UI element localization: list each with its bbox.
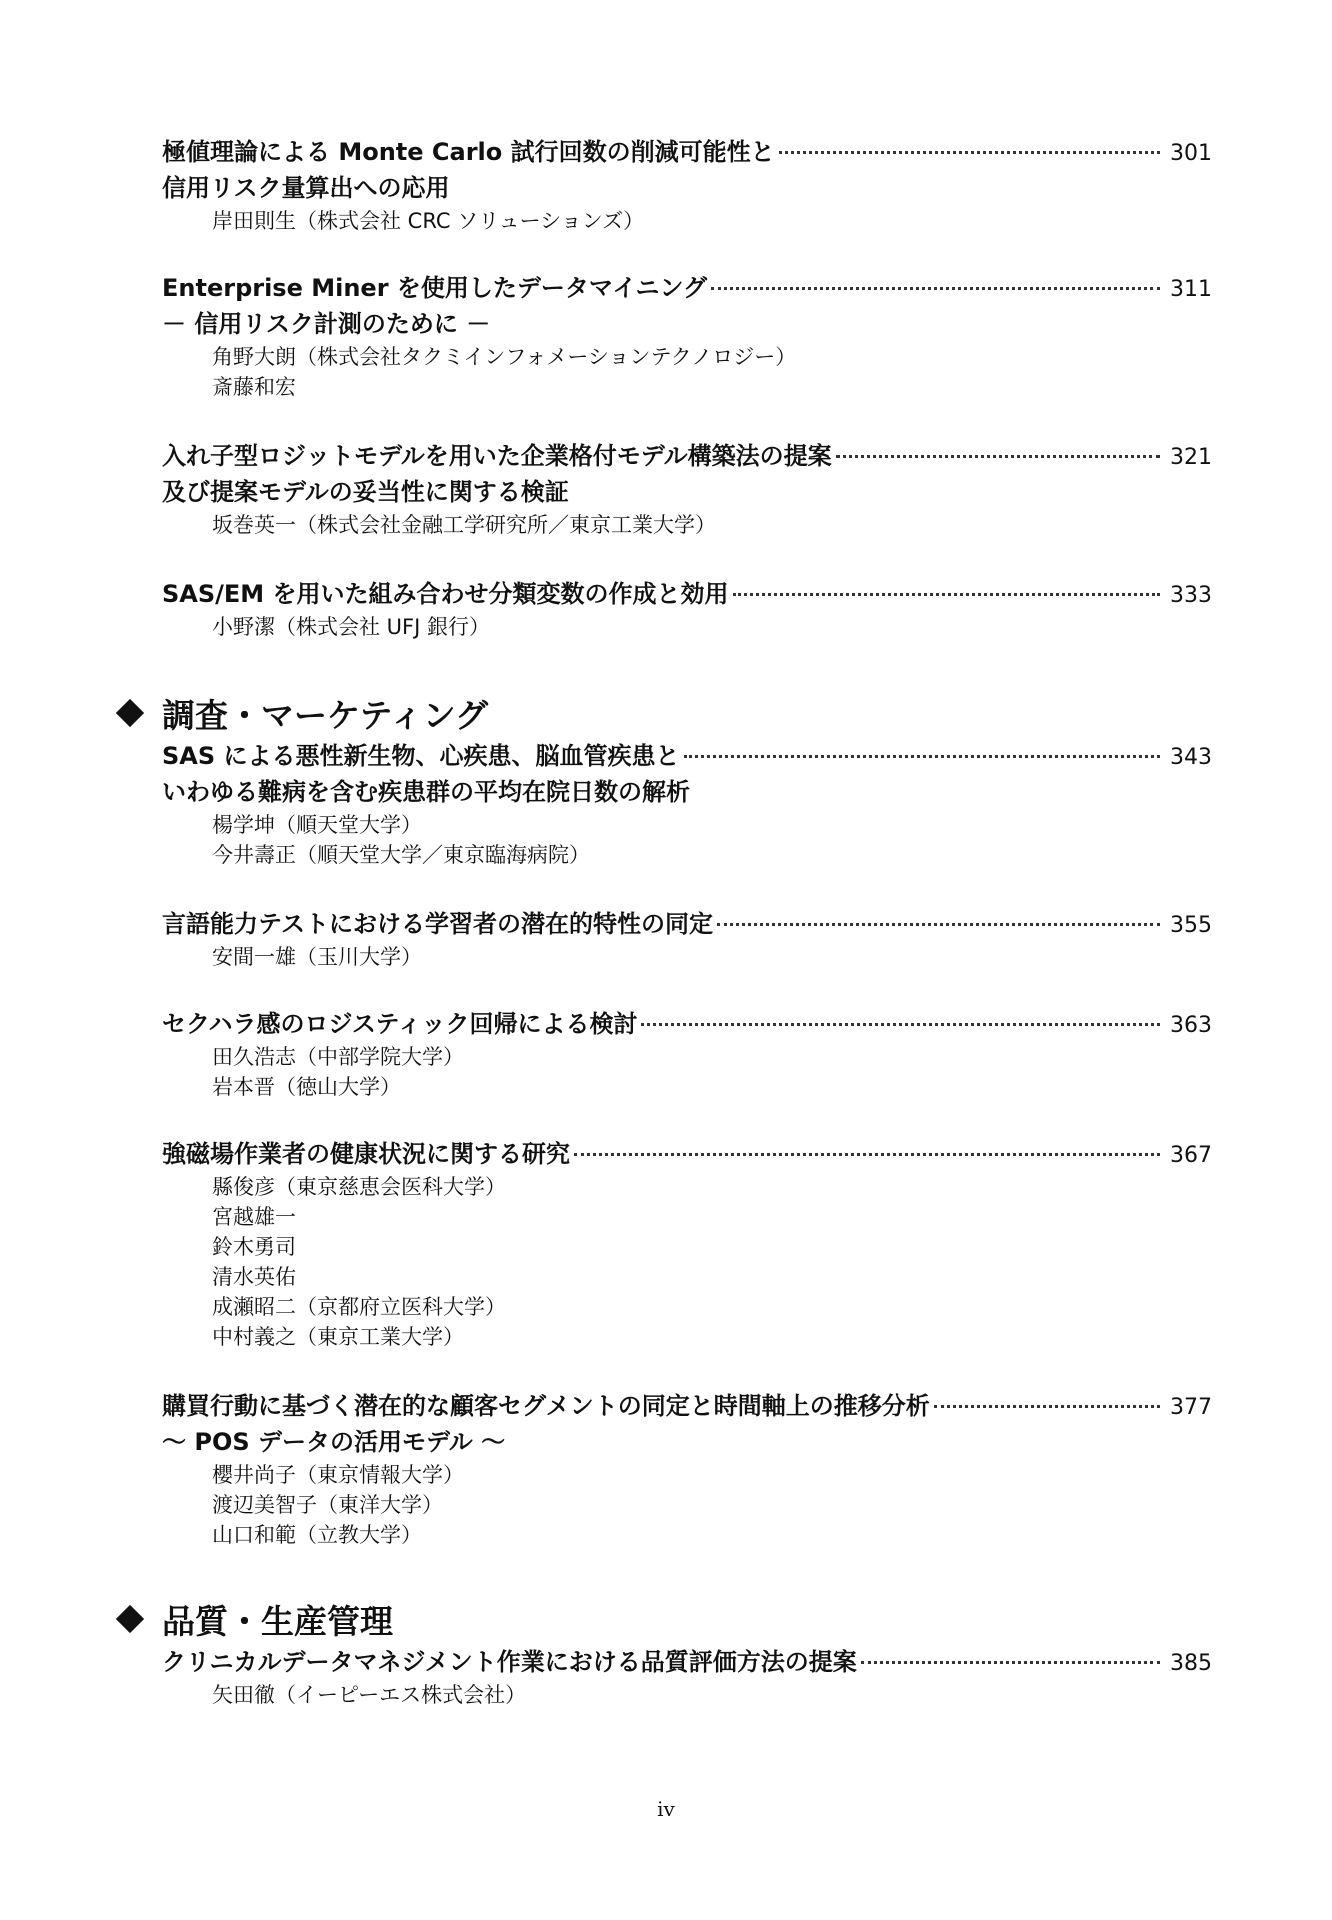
- dot-leader: [717, 923, 1160, 926]
- toc-author: 山口和範（立教大学）: [212, 1523, 422, 1547]
- toc-entry: [162, 1388, 1212, 1550]
- dot-leader: [779, 151, 1160, 154]
- toc-page-number: 385: [1170, 1651, 1212, 1676]
- toc-entry: [162, 438, 1212, 540]
- toc-title-row: [162, 438, 1212, 474]
- toc-author: 小野潔（株式会社 UFJ 銀行）: [212, 615, 490, 639]
- toc-author: 田久浩志（中部学院大学）: [212, 1045, 464, 1069]
- section-heading-marketing: [114, 690, 488, 736]
- toc-page-number: 367: [1170, 1143, 1212, 1168]
- toc-title: SAS による悪性新生物、心疾患、脳血管疾患と: [162, 742, 680, 770]
- toc-author: 矢田徹（イーピーエス株式会社）: [212, 1683, 527, 1707]
- toc-title-row: [162, 1388, 1212, 1424]
- diamond-bullet-icon: [116, 699, 144, 727]
- toc-author: 宮越雄一: [212, 1205, 296, 1229]
- toc-title-row: [162, 1644, 1212, 1680]
- toc-author: 斎藤和宏: [212, 375, 296, 399]
- toc-page-number: 355: [1170, 913, 1212, 938]
- section-heading-quality: [114, 1596, 393, 1642]
- toc-entry: [162, 1136, 1212, 1352]
- toc-author: 角野大朗（株式会社タクミインフォメーションテクノロジー）: [212, 345, 797, 369]
- toc-title-row: [162, 1136, 1212, 1172]
- toc-page-number: 363: [1170, 1013, 1212, 1038]
- dot-leader: [684, 755, 1161, 758]
- toc-author: 鈴木勇司: [212, 1235, 296, 1259]
- toc-entry: [162, 1006, 1212, 1102]
- section-title: 品質・生産管理: [162, 1601, 393, 1641]
- toc-author: 縣俊彦（東京慈恵会医科大学）: [212, 1175, 506, 1199]
- toc-title: Enterprise Miner を使用したデータマイニング: [162, 274, 707, 302]
- toc-subtitle: 及び提案モデルの妥当性に関する検証: [162, 478, 569, 506]
- toc-author: 安間一雄（玉川大学）: [212, 945, 422, 969]
- dot-leader: [733, 593, 1160, 596]
- diamond-bullet-icon: [116, 1605, 144, 1633]
- toc-author: 今井壽正（順天堂大学／東京臨海病院）: [212, 843, 590, 867]
- toc-page-number: 333: [1170, 583, 1212, 608]
- toc-title-row: [162, 1006, 1212, 1042]
- toc-title: クリニカルデータマネジメント作業における品質評価方法の提案: [162, 1648, 857, 1676]
- toc-author: 成瀬昭二（京都府立医科大学）: [212, 1295, 506, 1319]
- toc-page-number: 343: [1170, 745, 1212, 770]
- toc-title: 入れ子型ロジットモデルを用いた企業格付モデル構築法の提案: [162, 442, 832, 470]
- toc-page-number: 311: [1170, 277, 1212, 302]
- toc-author: 岸田則生（株式会社 CRC ソリューションズ）: [212, 209, 645, 233]
- toc-page-number: 377: [1170, 1395, 1212, 1420]
- dot-leader: [934, 1405, 1160, 1408]
- toc-page-number: 301: [1170, 141, 1212, 166]
- toc-entry: [162, 738, 1212, 870]
- toc-title-row: [162, 906, 1212, 942]
- toc-author: 坂巻英一（株式会社金融工学研究所／東京工業大学）: [212, 513, 716, 537]
- toc-title-row: [162, 738, 1212, 774]
- section-title: 調査・マーケティング: [162, 695, 489, 735]
- toc-author: 中村義之（東京工業大学）: [212, 1325, 464, 1349]
- toc-entry: [162, 1644, 1212, 1710]
- toc-title: 強磁場作業者の健康状況に関する研究: [162, 1140, 570, 1168]
- toc-title: 極値理論による Monte Carlo 試行回数の削減可能性と: [162, 138, 775, 166]
- toc-page-number: 321: [1170, 445, 1212, 470]
- dot-leader: [836, 455, 1160, 458]
- toc-entry: [162, 576, 1212, 642]
- toc-author: 清水英佑: [212, 1265, 296, 1289]
- toc-author: 楊学坤（順天堂大学）: [212, 813, 422, 837]
- dot-leader: [641, 1023, 1160, 1026]
- toc-title-row: [162, 270, 1212, 306]
- toc-title: SAS/EM を用いた組み合わせ分類変数の作成と効用: [162, 580, 729, 608]
- toc-subtitle: いわゆる難病を含む疾患群の平均在院日数の解析: [162, 778, 690, 806]
- toc-title: セクハラ感のロジスティック回帰による検討: [162, 1010, 638, 1038]
- toc-author: 櫻井尚子（東京情報大学）: [212, 1463, 464, 1487]
- toc-author: 岩本晋（徳山大学）: [212, 1075, 401, 1099]
- toc-title: 言語能力テストにおける学習者の潜在的特性の同定: [162, 910, 714, 938]
- toc-entry: [162, 906, 1212, 972]
- toc-title-row: [162, 134, 1212, 170]
- toc-subtitle: － 信用リスク計測のために －: [162, 310, 491, 338]
- dot-leader: [861, 1661, 1160, 1664]
- dot-leader: [574, 1153, 1160, 1156]
- toc-author: 渡辺美智子（東洋大学）: [212, 1493, 443, 1517]
- footer-page-number: iv: [657, 1797, 675, 1821]
- toc-subtitle: 信用リスク量算出への応用: [162, 174, 450, 202]
- toc-title: 購買行動に基づく潜在的な顧客セグメントの同定と時間軸上の推移分析: [162, 1392, 930, 1420]
- toc-title-row: [162, 576, 1212, 612]
- toc-entry: [162, 270, 1212, 402]
- dot-leader: [711, 287, 1160, 290]
- toc-entry: [162, 134, 1212, 236]
- toc-subtitle: ～ POS データの活用モデル ～: [162, 1428, 506, 1456]
